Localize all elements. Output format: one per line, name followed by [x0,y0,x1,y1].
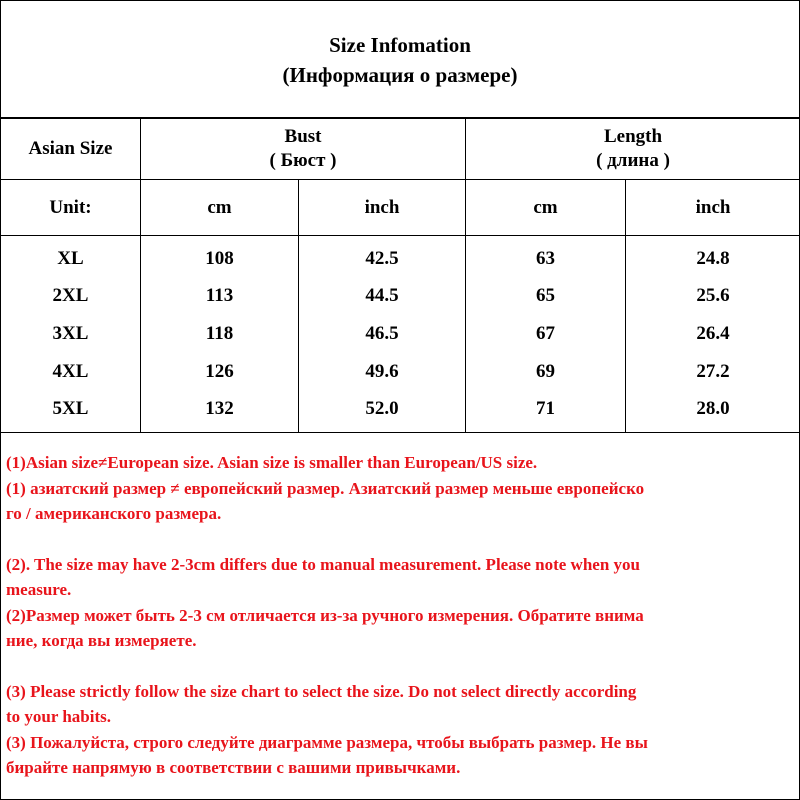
bust-cm-cell: 132 [141,390,299,432]
unit-cell: inch [626,180,800,236]
note-2-ru-cont: ние, когда вы измеряете. [6,631,197,650]
length-cm-cell: 65 [466,278,626,316]
length-cm-cell: 67 [466,315,626,353]
bust-inch-cell: 52.0 [299,390,466,432]
note-1-ru: (1) азиатский размер ≠ европейский размер. Азиатский размер меньше европейско [6,478,645,498]
length-label-ru: ( длина ) [596,150,670,171]
note-3-ru: (3) Пожалуйста, строго следуйте диаграмме размера, чтобы выбрать размер. Не вы [6,732,648,752]
unit-cell: cm [141,180,299,236]
bust-inch-cell: 44.5 [299,278,466,316]
bust-label: Bust [284,126,322,147]
page-title-ru: (Информация о размере) [282,63,518,87]
size-cell: XL [1,236,141,278]
length-inch-cell: 26.4 [626,315,800,353]
bust-cm-cell: 113 [141,278,299,316]
note-1-en: (1)Asian size≠European size. Asian size is smaller than European/US size. [6,453,538,472]
note-3-en-cont: to your habits. [6,707,112,726]
length-header [466,119,800,180]
size-cell: 5XL [1,390,141,432]
size-cell: 2XL [1,278,141,316]
note-2-en-cont: measure. [6,580,72,599]
table-row [1,278,800,316]
length-cm-cell: 63 [466,236,626,278]
bust-label-ru: ( Бюст ) [269,150,337,171]
table-header-row [1,119,800,180]
unit-cell: cm [466,180,626,236]
note-1-ru-cont: го / американского размера. [6,504,222,523]
bust-cm-cell: 126 [141,353,299,391]
length-inch-cell: 25.6 [626,278,800,316]
table-row [1,353,800,391]
length-inch-cell: 27.2 [626,353,800,391]
note-spacer [6,527,794,552]
length-inch-cell: 24.8 [626,236,800,278]
notes-section [0,422,800,800]
table-row [1,315,800,353]
unit-row [1,180,800,236]
length-label: Length [603,126,663,147]
page-title: Size Infomation [329,33,471,57]
size-cell: 3XL [1,315,141,353]
length-cm-cell: 71 [466,390,626,432]
note-3-ru-cont: бирайте напрямую в соответствии с вашими привычками. [6,758,461,777]
length-inch-cell: 28.0 [626,390,800,432]
bust-inch-cell: 46.5 [299,315,466,353]
asian-size-header: Asian Size [1,119,141,180]
bust-inch-cell: 49.6 [299,353,466,391]
bust-inch-cell: 42.5 [299,236,466,278]
size-cell: 4XL [1,353,141,391]
size-table [0,118,800,433]
bust-cm-cell: 108 [141,236,299,278]
bust-cm-cell: 118 [141,315,299,353]
note-2-ru: (2)Размер может быть 2-3 см отличается из-за ручного измерения. Обратите внима [6,605,644,625]
note-spacer [6,654,794,679]
unit-cell: inch [299,180,466,236]
bust-header [141,119,466,180]
title-block [0,0,800,118]
table-row [1,236,800,278]
note-3-en: (3) Please strictly follow the size chart to select the size. Do not select directly according [6,681,637,701]
note-2-en: (2). The size may have 2-3cm differs due to manual measurement. Please note when you [6,554,640,574]
length-cm-cell: 69 [466,353,626,391]
unit-label: Unit: [1,180,141,236]
